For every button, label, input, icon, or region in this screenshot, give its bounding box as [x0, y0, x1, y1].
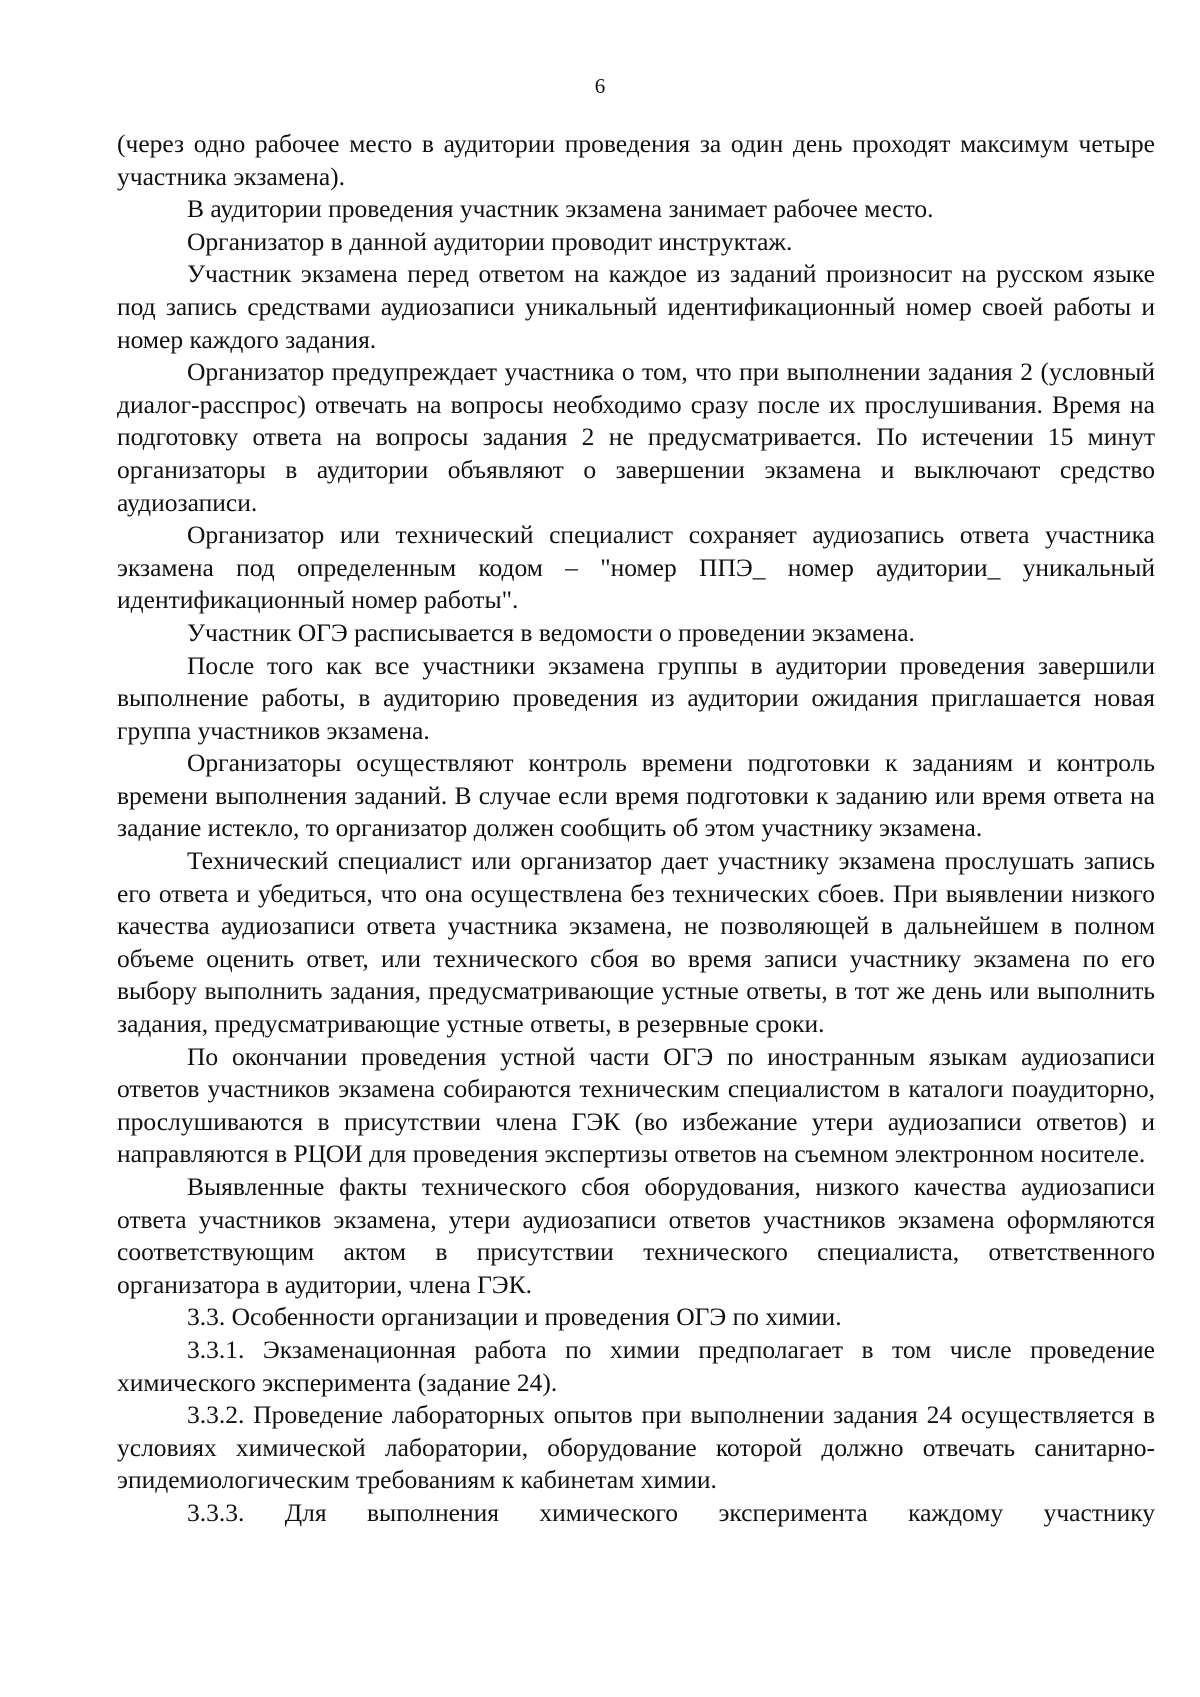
- paragraph: 3.3.1. Экзаменационная работа по химии предполагает в том числе проведение химического эксперимента (задание 24).: [117, 1334, 1155, 1397]
- paragraph: (через одно рабочее место в аудитории проведения за один день проходят максимум четыре участника экзамена).: [117, 129, 1155, 191]
- paragraph: После того как все участники экзамена группы в аудитории проведения завершили выполнение работы, в аудиторию проведения из аудитории ожидания приглашается новая группа участников экзамена.: [117, 650, 1155, 745]
- paragraph: Организатор предупреждает участника о том, что при выполнении задания 2 (условный диалог-расспрос) отвечать на вопросы необходимо сразу после их прослушивания. Время на подготовку ответа на вопросы задания 2 не предусматривается. По истечении 15 минут организаторы в аудитории объявляют о завершении экзамена и выключают средство аудиозаписи.: [117, 357, 1155, 517]
- paragraph-continued: 3.3.3. Для выполнения химического эксперимента каждому участнику: [187, 1497, 1155, 1527]
- paragraph: Участник ОГЭ расписывается в ведомости о проведении экзамена.: [187, 617, 915, 647]
- section-heading: 3.3. Особенности организации и проведения ОГЭ по химии.: [187, 1302, 842, 1332]
- paragraph: По окончании проведения устной части ОГЭ по иностранным языкам аудиозаписи ответов участников экзамена собираются техническим специалистом в каталоги поаудиторно, прослушиваются в присутствии члена ГЭК (во избежание утери аудиозаписи ответов) и направляются в РЦОИ для проведения экспертизы ответов на съемном электронном носителе.: [117, 1041, 1155, 1169]
- paragraph: Выявленные факты технического сбоя оборудования, низкого качества аудиозаписи ответа участников экзамена, утери аудиозаписи ответов участников экзамена оформляются соответствующим актом в присутствии технического специалиста, ответственного организатора в аудитории, члена ГЭК.: [117, 1172, 1155, 1299]
- paragraph: 3.3.2. Проведение лабораторных опытов при выполнении задания 24 осуществляется в условиях химической лаборатории, оборудование которой должно отвечать санитарно-эпидемиологическим требованиям к кабинетам химии.: [117, 1400, 1155, 1495]
- paragraph: Технический специалист или организатор дает участнику экзамена прослушать запись его ответа и убедиться, что она осуществлена без технических сбоев. При выявлении низкого качества аудиозаписи ответа участника экзамена, не позволяющей в дальнейшем в полном объеме оценить ответ, или технического сбоя во время записи участнику экзамена по его выбору выполнить задания, предусматривающие устные ответы, в тот же день или выполнить задания, предусматривающие устные ответы, в резервные сроки.: [117, 846, 1155, 1039]
- paragraph: Организаторы осуществляют контроль времени подготовки к заданиям и контроль времени выполнения заданий. В случае если время подготовки к заданию или время ответа на задание истекло, то организатор должен сообщить об этом участнику экзамена.: [117, 748, 1155, 843]
- document-body: [117, 128, 1155, 1530]
- paragraph: В аудитории проведения участник экзамена занимает рабочее место.: [187, 194, 934, 224]
- paragraph: Организатор или технический специалист сохраняет аудиозапись ответа участника экзамена под определенным кодом – "номер ППЭ_ номер аудитории_ уникальный идентификационный номер работы".: [117, 520, 1155, 615]
- paragraph: Организатор в данной аудитории проводит инструктаж.: [187, 226, 793, 256]
- page-number: 6: [594, 74, 606, 98]
- paragraph: Участник экзамена перед ответом на каждое из заданий произносит на русском языке под запись средствами аудиозаписи уникальный идентификационный номер своей работы и номер каждого задания.: [117, 259, 1155, 354]
